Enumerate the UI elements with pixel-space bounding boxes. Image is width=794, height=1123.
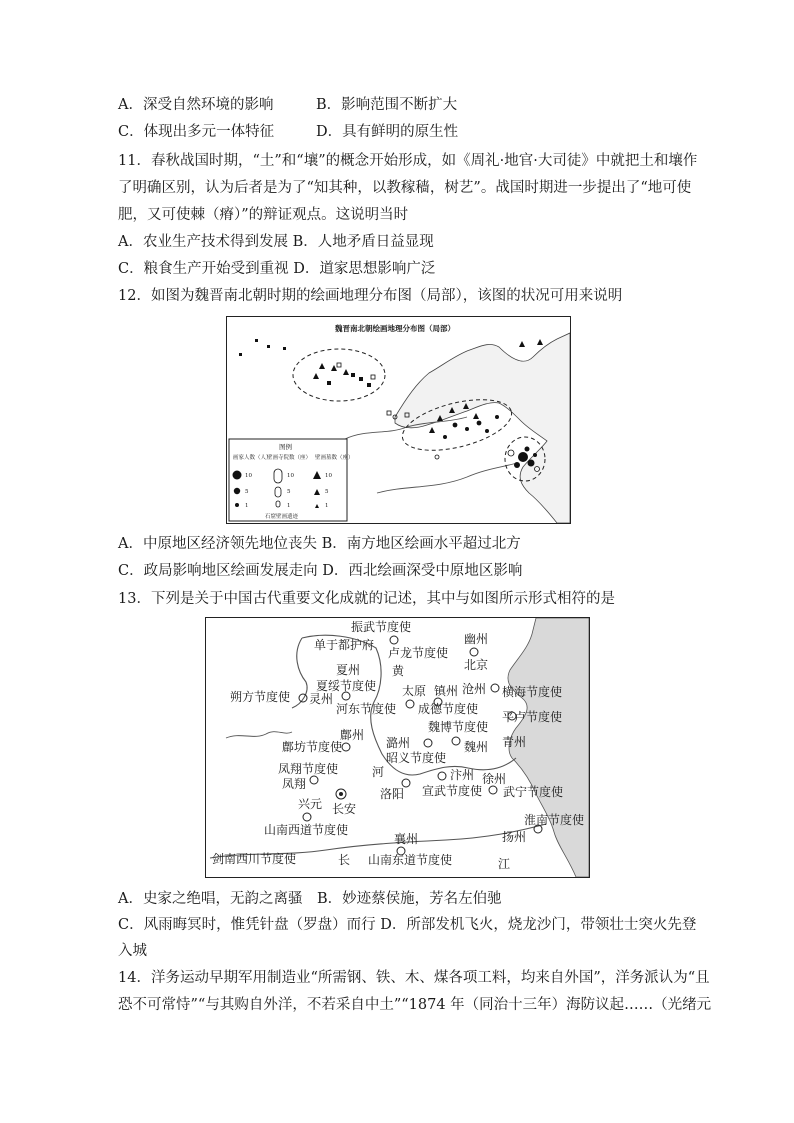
svg-text:卢龙节度使: 卢龙节度使 [388, 646, 449, 660]
svg-text:剑南西川节度使: 剑南西川节度使 [212, 852, 297, 866]
svg-text:夏州: 夏州 [336, 663, 361, 677]
legend-col1: 画家人数（人） [233, 455, 272, 461]
q12-map-title: 魏晋南北朝绘画地理分布图（局部） [335, 324, 455, 333]
q13-options-ab: A．史家之绝唱，无韵之离骚 B．妙迹蔡侯施，芳名左伯驰 [118, 891, 502, 907]
svg-text:10: 10 [245, 473, 252, 479]
svg-text:洛阳: 洛阳 [380, 787, 405, 801]
svg-text:昭义节度使: 昭义节度使 [386, 751, 447, 765]
q12-options-ab: A．中原地区经济领先地位丧失 B．南方地区绘画水平超过北方 [118, 536, 521, 552]
svg-text:江: 江 [498, 857, 511, 871]
svg-text:朔方节度使: 朔方节度使 [230, 690, 291, 704]
svg-text:长安: 长安 [332, 802, 357, 816]
q13-options-cd-line1: C．风雨晦冥时，惟凭针盘（罗盘）而行 D．所部发机飞火，烧龙沙门，带领壮士突火先登 [118, 917, 697, 933]
svg-text:徐州: 徐州 [482, 772, 507, 786]
svg-text:鄜州: 鄜州 [340, 728, 365, 742]
svg-text:长: 长 [338, 853, 351, 867]
svg-text:北京: 北京 [464, 658, 489, 672]
q11-options-cd: C．粮食生产开始受到重视 D．道家思想影响广泛 [118, 261, 436, 277]
svg-text:黄: 黄 [392, 664, 405, 678]
svg-text:镇州: 镇州 [434, 684, 459, 698]
svg-text:沧州: 沧州 [462, 682, 487, 696]
svg-text:灵州: 灵州 [309, 692, 334, 706]
q12-painting-map [226, 316, 571, 524]
svg-text:5: 5 [287, 489, 291, 495]
svg-text:汴州: 汴州 [450, 768, 475, 782]
svg-text:幽州: 幽州 [464, 632, 489, 646]
svg-text:武宁节度使: 武宁节度使 [503, 785, 564, 799]
svg-text:宣武节度使: 宣武节度使 [422, 784, 483, 798]
q13-stem: 13．下列是关于中国古代重要文化成就的记述，其中与如图所示形式相符的是 [118, 591, 615, 607]
svg-text:凤翔: 凤翔 [282, 777, 307, 791]
legend-footer: 石窟壁画遗迹 [265, 514, 299, 520]
svg-text:襄州: 襄州 [394, 832, 419, 846]
q11-options-ab: A．农业生产技术得到发展 B．人地矛盾日益显现 [118, 234, 434, 250]
svg-text:山南东道节度使: 山南东道节度使 [368, 853, 453, 867]
svg-text:横海节度使: 横海节度使 [502, 685, 563, 699]
svg-text:单于都护府: 单于都护府 [314, 638, 375, 652]
svg-text:1: 1 [287, 503, 291, 509]
svg-text:淮南节度使: 淮南节度使 [524, 813, 585, 827]
svg-text:平卢节度使: 平卢节度使 [502, 710, 563, 724]
q11-stem-line3: 肥，又可使棘（瘠）”的辩证观点。这说明当时 [118, 207, 409, 223]
svg-text:兴元: 兴元 [298, 797, 323, 811]
legend-col2: 壁画寺院数（座） [267, 455, 312, 461]
svg-text:10: 10 [325, 473, 332, 479]
svg-text:凤翔节度使: 凤翔节度使 [278, 762, 339, 776]
svg-text:振武节度使: 振武节度使 [351, 620, 412, 634]
legend-title: 图例 [279, 443, 292, 451]
q11-stem-line2: 了明确区别，认为后者是为了“知其种，以教稼穑，树艺”。战国时期进一步提出了“地可使 [118, 180, 692, 196]
svg-text:河: 河 [372, 765, 385, 779]
q13-tang-jiedushi-map [205, 617, 590, 878]
q10-option-b: B．影响范围不断扩大 [316, 97, 458, 113]
q10-option-d: D．具有鲜明的原生性 [316, 124, 459, 140]
q13-options-cd-line2: 入城 [118, 943, 147, 959]
svg-text:1: 1 [325, 503, 329, 509]
svg-text:5: 5 [325, 489, 329, 495]
svg-text:魏博节度使: 魏博节度使 [428, 720, 489, 734]
svg-text:太原: 太原 [402, 684, 427, 698]
svg-text:扬州: 扬州 [502, 830, 527, 844]
svg-text:5: 5 [245, 489, 249, 495]
svg-text:1: 1 [245, 503, 249, 509]
svg-text:成德节度使: 成德节度使 [418, 702, 479, 716]
q14-stem-line1: 14．洋务运动早期军用制造业“所需钢、铁、木、煤各项工料，均来自外国”，洋务派认为“且 [118, 970, 710, 986]
legend-col3: 壁画墓数（座） [315, 455, 354, 461]
q12-stem: 12．如图为魏晋南北朝时期的绘画地理分布图（局部），该图的状况可用来说明 [118, 288, 623, 304]
svg-text:河东节度使: 河东节度使 [336, 702, 397, 716]
svg-text:青州: 青州 [502, 735, 527, 749]
q10-option-c: C．体现出多元一体特征 [118, 124, 275, 140]
q11-stem-line1: 11．春秋战国时期，“土”和“壤”的概念开始形成，如《周礼·地官·大司徒》中就把土和壤作 [118, 153, 698, 169]
svg-text:魏州: 魏州 [464, 740, 489, 754]
svg-text:10: 10 [287, 473, 294, 479]
svg-text:潞州: 潞州 [386, 736, 411, 750]
q14-stem-line2: 恐不可常恃”“与其购自外洋，不若采自中土”“1874 年（同治十三年）海防议起……（光绪元 [118, 997, 712, 1013]
q12-options-cd: C．政局影响地区绘画发展走向 D．西北绘画深受中原地区影响 [118, 563, 523, 579]
q10-option-a: A．深受自然环境的影响 [118, 97, 274, 113]
svg-text:夏绥节度使: 夏绥节度使 [316, 679, 377, 693]
svg-text:鄜坊节度使: 鄜坊节度使 [282, 740, 343, 754]
svg-text:山南西道节度使: 山南西道节度使 [264, 823, 349, 837]
